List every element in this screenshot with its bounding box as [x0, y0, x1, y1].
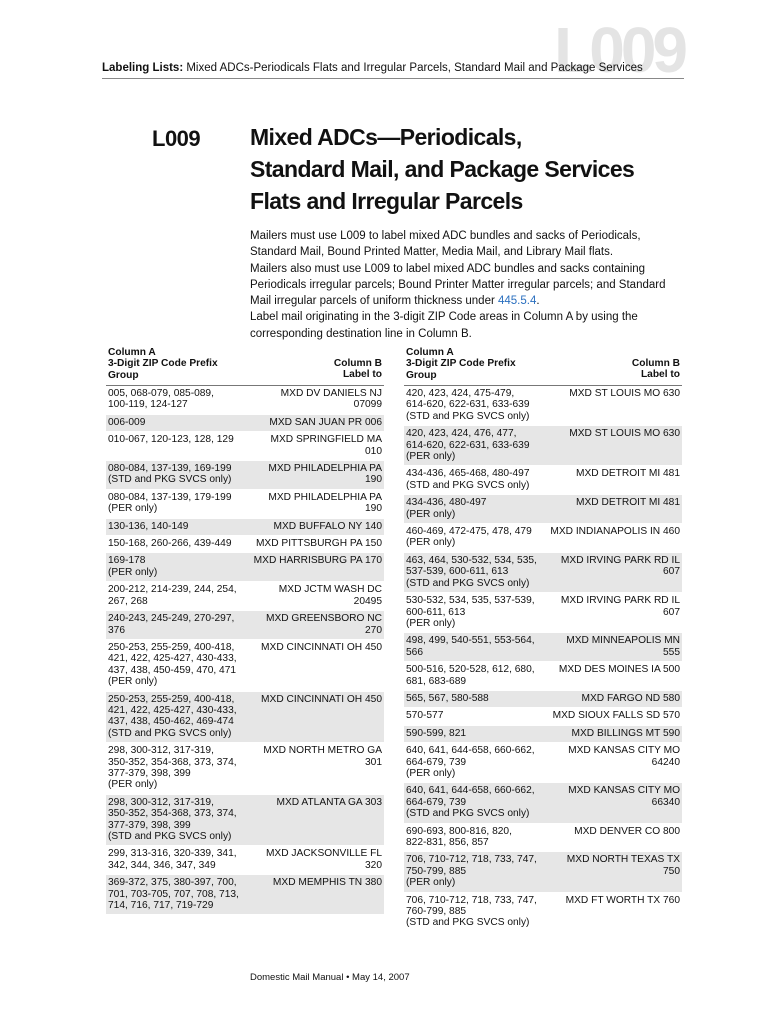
zip-prefix-line: (PER only): [406, 451, 456, 463]
label-to-cell: [252, 417, 382, 428]
zip-prefix-cell: [108, 877, 252, 911]
table-row: [404, 633, 682, 662]
zip-prefix-cell: [108, 388, 252, 411]
zip-prefix-line: (STD and PKG SVCS only): [108, 727, 232, 739]
label-to-cell: [252, 642, 382, 688]
label-to-cell: [252, 434, 382, 457]
label-to-cell: [252, 745, 382, 791]
table-row: [106, 461, 384, 490]
section-id: L009: [152, 126, 201, 151]
label-to-line: MXD KANSAS CITY MO: [568, 785, 680, 797]
label-to-line: MXD KANSAS CITY MO: [568, 745, 680, 757]
label-to-line: 20495: [353, 595, 382, 607]
label-to-cell: [550, 468, 680, 491]
zip-prefix-line: 614-620, 622-631, 633-639: [406, 399, 530, 411]
table-row: [404, 824, 682, 853]
zip-prefix-cell: [406, 710, 550, 721]
zip-prefix-line: 566: [406, 646, 423, 658]
label-to-line: 270: [365, 624, 382, 636]
label-to-line: MXD SPRINGFIELD MA 010: [270, 434, 382, 457]
zip-prefix-cell: [108, 745, 252, 791]
zip-prefix-line: (PER only): [406, 877, 456, 889]
zip-prefix-cell: [108, 642, 252, 688]
zip-prefix-line: (STD and PKG SVCS only): [406, 577, 530, 589]
running-header-text: Mixed ADCs-Periodicals Flats and Irregular Parcels, Standard Mail and Package Services: [183, 62, 643, 74]
zip-prefix-line: 565, 567, 580-588: [406, 692, 489, 704]
table-header: [106, 347, 384, 386]
zip-prefix-cell: [406, 854, 550, 888]
label-to-line: MXD HARRISBURG PA 170: [253, 555, 382, 567]
label-to-line: MXD BUFFALO NY 140: [273, 520, 382, 532]
zip-prefix-cell: [108, 797, 252, 843]
label-to-cell: [252, 848, 382, 871]
label-to-line: 301: [365, 756, 382, 768]
label-to-cell: [550, 497, 680, 520]
zip-prefix-cell: [108, 584, 252, 607]
header-rule: [102, 78, 684, 79]
label-to-cell: [550, 693, 680, 704]
zip-prefix-line: 614-620, 622-631, 633-639: [406, 439, 530, 451]
table-row: [106, 553, 384, 582]
zip-prefix-cell: [108, 521, 252, 532]
intro-text-span: Mailers also must use L009 to label mixed ADC bundles and sacks containing Periodicals irregular parcels; Bound Printer Matter irregular parcels; and Standard Mail irregular parcels of uniform thickness under: [250, 262, 666, 308]
page-title: [250, 121, 690, 217]
column-b-header-line: Label to: [342, 369, 382, 381]
label-to-line: MXD ATLANTA GA 303: [276, 796, 382, 808]
label-to-line: MXD PHILADELPHIA PA: [268, 463, 382, 475]
label-to-line: MXD ST LOUIS MO 630: [569, 428, 680, 440]
zip-prefix-line: (PER only): [406, 537, 456, 549]
table-row: [106, 795, 384, 847]
label-to-line: MXD CINCINNATI OH 450: [261, 693, 382, 705]
zip-prefix-line: 267, 268: [108, 595, 148, 607]
label-to-line: MXD INDIANAPOLIS IN 460: [550, 526, 680, 538]
table-row: [106, 640, 384, 692]
table-row: [404, 524, 682, 553]
label-to-line: MXD IRVING PARK RD IL: [560, 595, 680, 607]
label-to-cell: [550, 555, 680, 589]
zip-prefix-cell: [406, 728, 550, 739]
zip-prefix-cell: [406, 526, 550, 549]
zip-prefix-line: 250-253, 255-259, 400-418,: [108, 693, 235, 705]
label-to-line: MXD SAN JUAN PR 006: [269, 416, 382, 428]
page-title-line: Standard Mail, and Package Services: [250, 156, 635, 182]
zip-prefix-line: (PER only): [108, 503, 158, 515]
zip-prefix-line: 420, 423, 424, 476, 477,: [406, 428, 517, 440]
zip-prefix-line: 701, 703-705, 707, 708, 713,: [108, 888, 239, 900]
table-row: [106, 519, 384, 536]
label-to-line: 190: [365, 474, 382, 486]
zip-prefix-cell: [108, 417, 252, 428]
zip-prefix-cell: [406, 745, 550, 779]
zip-prefix-line: 664-679, 739: [406, 756, 467, 768]
label-to-cell: [252, 584, 382, 607]
zip-prefix-cell: [406, 693, 550, 704]
zip-prefix-line: 080-084, 137-139, 179-199: [108, 491, 232, 503]
zip-prefix-line: 498, 499, 540-551, 553-564,: [406, 635, 535, 647]
label-to-line: MXD MEMPHIS TN 380: [272, 877, 382, 889]
zip-prefix-cell: [406, 468, 550, 491]
zip-prefix-cell: [108, 434, 252, 457]
zip-prefix-line: (PER only): [406, 617, 456, 629]
zip-prefix-line: 377-379, 398, 399: [108, 819, 191, 831]
zip-prefix-line: (STD and PKG SVCS only): [406, 410, 530, 422]
label-to-line: 607: [663, 566, 680, 578]
label-to-cell: [252, 463, 382, 486]
label-to-cell: [550, 526, 680, 549]
label-to-cell: [252, 388, 382, 411]
intro-paragraph: Mailers must use L009 to label mixed ADC bundles and sacks of Periodicals, Standard Mail, Bound Printed Matter, Media Mail, and Library Mail flats.: [250, 230, 641, 259]
zip-prefix-line: 100-119, 124-127: [108, 399, 188, 411]
table-row: [106, 743, 384, 795]
intro-paragraph: Label mail originating in the 3-digit ZIP Code areas in Column A by using the corresponding destination line in Column B.: [250, 311, 638, 340]
zip-prefix-line: 437, 438, 450-462, 469-474: [108, 716, 234, 728]
zip-prefix-cell: [406, 826, 550, 849]
column-b-header-line: Column B: [333, 358, 382, 369]
intro-text-span: .: [536, 295, 540, 308]
label-to-cell: [252, 797, 382, 843]
zip-prefix-line: 299, 313-316, 320-339, 341,: [108, 848, 237, 860]
label-to-cell: [550, 388, 680, 422]
intro-paragraph: [250, 261, 670, 310]
zip-prefix-line: 706, 710-712, 718, 733, 747,: [406, 894, 537, 906]
zip-prefix-line: 350-352, 354-368, 373, 374,: [108, 808, 237, 820]
zip-prefix-line: 298, 300-312, 317-319,: [108, 745, 214, 757]
zip-prefix-line: (STD and PKG SVCS only): [406, 808, 530, 820]
table-row: [404, 783, 682, 823]
zip-prefix-line: (PER only): [108, 566, 158, 578]
column-a-header-line: 3-Digit ZIP Code Prefix: [406, 358, 516, 370]
zip-prefix-cell: [406, 895, 550, 929]
label-to-cell: [550, 895, 680, 929]
label-to-line: MXD DENVER CO 800: [574, 825, 680, 837]
zip-prefix-line: (STD and PKG SVCS only): [108, 831, 232, 842]
zip-prefix-cell: [108, 492, 252, 515]
label-to-line: MXD NORTH METRO GA: [263, 745, 382, 757]
label-to-line: 66340: [651, 796, 680, 808]
zip-prefix-line: 434-436, 480-497: [406, 497, 487, 509]
table-row: [404, 691, 682, 708]
column-a-header-line: Column A: [108, 347, 156, 358]
table-header: [404, 347, 682, 386]
table-row: [106, 432, 384, 461]
label-to-cell: [252, 613, 382, 636]
table-row: [404, 893, 682, 933]
zip-prefix-line: 369-372, 375, 380-397, 700,: [108, 877, 237, 889]
label-to-line: MXD ST LOUIS MO 630: [569, 388, 680, 399]
label-to-line: MXD JACKSONVILLE FL: [265, 848, 382, 860]
label-to-line: 64240: [651, 756, 680, 768]
zip-prefix-line: 130-136, 140-149: [108, 520, 189, 532]
label-to-line: 190: [365, 503, 382, 515]
label-to-cell: [550, 745, 680, 779]
intro-text: [250, 228, 670, 342]
label-to-cell: [252, 521, 382, 532]
label-to-cell: [550, 595, 680, 629]
zip-prefix-line: 169-178: [108, 555, 146, 567]
zip-prefix-line: (STD and PKG SVCS only): [406, 917, 530, 929]
table-row: [106, 536, 384, 553]
zip-prefix-line: 421, 422, 425-427, 430-433,: [108, 653, 237, 665]
zip-prefix-line: 706, 710-712, 718, 733, 747,: [406, 854, 537, 866]
zip-prefix-line: 377-379, 398, 399: [108, 767, 191, 779]
column-b-header: [262, 358, 382, 381]
label-to-line: MXD FARGO ND 580: [581, 692, 680, 704]
column-a-header-line: Column A: [406, 347, 454, 358]
column-a-header: [406, 347, 556, 381]
table-row: [106, 490, 384, 519]
zip-prefix-cell: [406, 388, 550, 422]
label-to-line: MXD GREENSBORO NC: [265, 613, 382, 625]
zip-prefix-line: 421, 422, 425-427, 430-433,: [108, 704, 237, 716]
column-a-header-line: Group: [108, 369, 139, 381]
label-to-cell: [550, 785, 680, 819]
label-to-cell: [252, 694, 382, 740]
table-left-column: [106, 347, 384, 915]
table-body: [106, 386, 384, 915]
table-row: [404, 495, 682, 524]
table-body: [404, 386, 682, 933]
zip-prefix-line: (PER only): [108, 779, 158, 791]
section-watermark: L009: [554, 14, 684, 86]
label-to-line: MXD JCTM WASH DC: [278, 584, 382, 596]
zip-prefix-line: 570-577: [406, 710, 444, 722]
table-row: [404, 386, 682, 426]
zip-prefix-line: 250-253, 255-259, 400-418,: [108, 641, 235, 653]
page-title-line: Flats and Irregular Parcels: [250, 188, 523, 214]
zip-prefix-line: 664-679, 739: [406, 796, 467, 808]
label-to-cell: [550, 635, 680, 658]
zip-prefix-line: 530-532, 534, 535, 537-539,: [406, 595, 535, 607]
label-to-line: MXD CINCINNATI OH 450: [261, 641, 382, 653]
column-b-header-line: Column B: [631, 358, 680, 369]
zip-prefix-line: (PER only): [406, 508, 456, 520]
table-row: [404, 553, 682, 593]
zip-prefix-cell: [406, 555, 550, 589]
zip-prefix-line: 463, 464, 530-532, 534, 535,: [406, 554, 537, 566]
zip-prefix-line: 010-067, 120-123, 128, 129: [108, 434, 234, 446]
zip-prefix-cell: [108, 538, 252, 549]
zip-prefix-line: 342, 344, 346, 347, 349: [108, 859, 216, 871]
label-to-cell: [550, 664, 680, 687]
zip-prefix-cell: [406, 785, 550, 819]
zip-prefix-line: 350-352, 354-368, 373, 374,: [108, 756, 237, 768]
table-row: [404, 593, 682, 633]
zip-prefix-line: 590-599, 821: [406, 727, 467, 739]
table-row: [404, 852, 682, 892]
label-to-line: MXD DV DANIELS NJ: [280, 388, 382, 399]
table-row: [404, 662, 682, 691]
label-to-line: MXD PHILADELPHIA PA: [268, 491, 382, 503]
zip-prefix-line: 005, 068-079, 085-089,: [108, 388, 214, 399]
zip-prefix-cell: [406, 635, 550, 658]
zip-prefix-line: 200-212, 214-239, 244, 254,: [108, 584, 237, 596]
table-right-column: [404, 347, 682, 933]
zip-prefix-line: 537-539, 600-611, 613: [406, 566, 509, 578]
zip-prefix-line: 298, 300-312, 317-319,: [108, 796, 214, 808]
table-row: [404, 708, 682, 725]
column-a-header-line: 3-Digit ZIP Code Prefix: [108, 358, 218, 370]
zip-prefix-line: 822-831, 856, 857: [406, 837, 489, 848]
section-link[interactable]: 445.5.4: [498, 295, 537, 308]
label-to-line: MXD PITTSBURGH PA 150: [255, 538, 382, 550]
column-a-header: [108, 347, 258, 381]
label-to-cell: [550, 826, 680, 849]
zip-prefix-cell: [406, 664, 550, 687]
table-row: [404, 466, 682, 495]
label-to-line: MXD FT WORTH TX 760: [565, 894, 680, 906]
zip-prefix-line: 006-009: [108, 416, 146, 428]
zip-prefix-line: 080-084, 137-139, 169-199: [108, 463, 232, 475]
table-row: [404, 743, 682, 783]
zip-prefix-line: 640, 641, 644-658, 660-662,: [406, 785, 535, 797]
zip-prefix-line: 760-799, 885: [406, 906, 467, 918]
table-row: [106, 582, 384, 611]
zip-prefix-line: 240-243, 245-249, 270-297,: [108, 613, 235, 625]
table-row: [404, 426, 682, 466]
table-row: [106, 415, 384, 432]
label-to-cell: [550, 854, 680, 888]
column-a-header-line: Group: [406, 369, 437, 381]
label-to-line: MXD SIOUX FALLS SD 570: [552, 710, 680, 722]
zip-prefix-cell: [108, 694, 252, 740]
zip-prefix-cell: [406, 428, 550, 462]
zip-prefix-line: 420, 423, 424, 475-479,: [406, 388, 515, 399]
zip-prefix-line: (STD and PKG SVCS only): [108, 474, 232, 486]
zip-prefix-cell: [108, 555, 252, 578]
zip-prefix-line: 434-436, 465-468, 480-497: [406, 468, 530, 480]
zip-prefix-line: 376: [108, 624, 125, 636]
label-to-line: 07099: [353, 399, 382, 411]
label-to-line: 607: [663, 606, 680, 618]
zip-prefix-line: 690-693, 800-816, 820,: [406, 825, 512, 837]
label-to-line: MXD DETROIT MI 481: [576, 468, 680, 480]
zip-prefix-line: 714, 716, 717, 719-729: [108, 900, 214, 912]
label-to-cell: [252, 538, 382, 549]
column-b-header: [560, 358, 680, 381]
label-to-cell: [252, 555, 382, 578]
zip-prefix-line: (PER only): [108, 676, 158, 688]
zip-prefix-line: 460-469, 472-475, 478, 479: [406, 526, 532, 538]
zip-prefix-line: 600-611, 613: [406, 606, 466, 618]
page-footer: Domestic Mail Manual • May 14, 2007: [250, 972, 410, 983]
table-row: [106, 846, 384, 875]
zip-prefix-line: 681, 683-689: [406, 675, 467, 687]
zip-prefix-line: (PER only): [406, 767, 456, 779]
label-to-cell: [252, 877, 382, 911]
label-to-line: MXD MINNEAPOLIS MN: [566, 635, 680, 647]
table-row: [106, 611, 384, 640]
zip-prefix-line: 500-516, 520-528, 612, 680,: [406, 664, 535, 676]
zip-prefix-cell: [108, 848, 252, 871]
label-to-cell: [550, 710, 680, 721]
zip-prefix-line: 750-799, 885: [406, 865, 467, 877]
running-header-label: Labeling Lists:: [102, 62, 184, 74]
label-to-line: MXD DETROIT MI 481: [576, 497, 680, 509]
label-to-cell: [550, 428, 680, 462]
label-to-line: 320: [365, 859, 382, 871]
page-title-line: Mixed ADCs—Periodicals,: [250, 124, 522, 150]
zip-prefix-line: 437, 438, 450-459, 470, 471: [108, 664, 237, 676]
zip-prefix-line: 640, 641, 644-658, 660-662,: [406, 745, 535, 757]
label-to-line: MXD NORTH TEXAS TX 750: [566, 854, 680, 877]
zip-prefix-cell: [108, 463, 252, 486]
label-to-cell: [550, 728, 680, 739]
zip-prefix-line: 150-168, 260-266, 439-449: [108, 538, 232, 550]
label-to-cell: [252, 492, 382, 515]
column-b-header-line: Label to: [640, 369, 680, 381]
zip-prefix-cell: [108, 613, 252, 636]
label-to-line: MXD DES MOINES IA 500: [558, 664, 680, 676]
table-row: [404, 726, 682, 743]
table-row: [106, 875, 384, 915]
zip-prefix-cell: [406, 595, 550, 629]
label-to-line: MXD BILLINGS MT 590: [571, 727, 680, 739]
zip-prefix-cell: [406, 497, 550, 520]
running-header: [102, 62, 682, 74]
table-row: [106, 692, 384, 744]
zip-prefix-line: (STD and PKG SVCS only): [406, 479, 530, 491]
label-to-line: 555: [663, 646, 680, 658]
table-row: [106, 386, 384, 415]
label-to-line: MXD IRVING PARK RD IL: [560, 554, 680, 566]
